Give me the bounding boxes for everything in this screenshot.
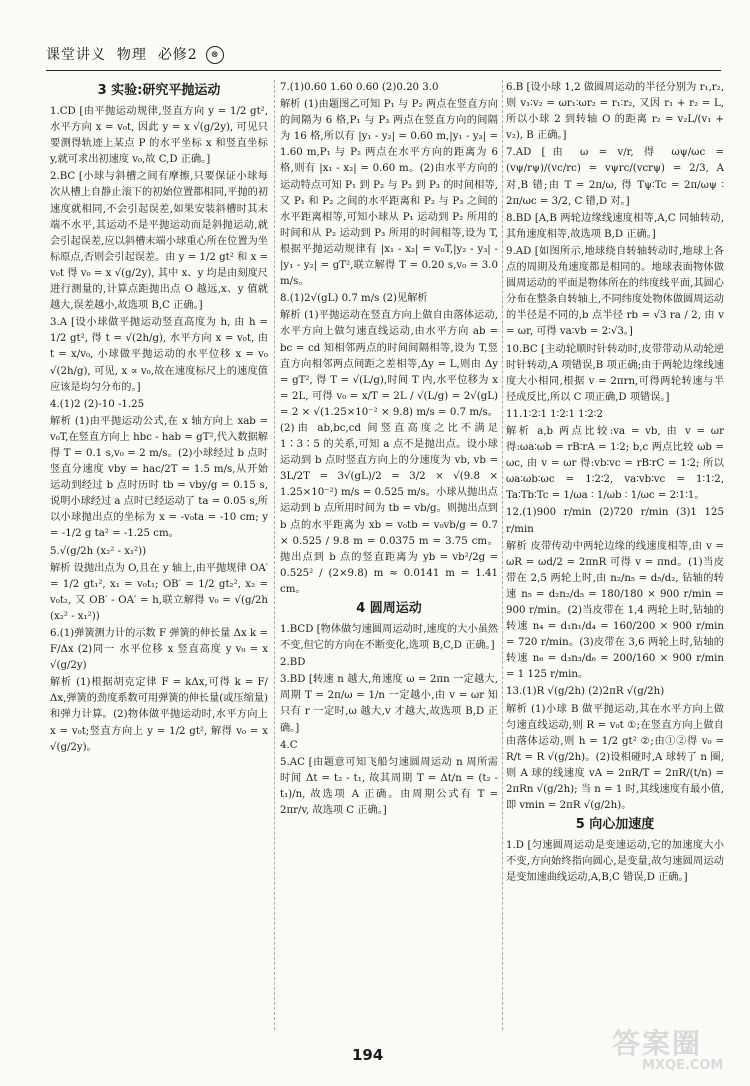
answer-item: 解析 (1)小球 B 做平抛运动,其在水平方向上做匀速直线运动,则 R = v₀t ①;在竖直方向上做自由落体运动,则 h = 1/2 gt² ②;由①②得 v₀ = R/t = R √(g/2h)。(2)设相碰时,A 球转了 n 圈,则 A 球的线速度 vA = 2πR/T = 2πR/(t/n) = 2πRn √(g/2h); 当 n = 1 时,其线速度有最小值,即 vmin = 2πR √(g/2h)。	[506, 703, 724, 812]
answer-item: 6.(1)弹簧测力计的示数 F 弹簧的伸长量 Δx k = F/Δx (2)同一 水平位移 x 竖直高度 y v₀ = x √(g/2y)	[50, 628, 268, 672]
answer-item: 解析 设抛出点为 O,且在 y 轴上,由平抛规律 OA′ = 1/2 gt₁², x₁ = v₀t₁; OB′ = 1/2 gt₂², x₂ = v₀t₂, 又 OB′ - OA′ = h,联立解得 v₀ = √(g/2h (x₂² - x₁²))	[50, 562, 268, 622]
answer-item: 3.BD [转速 n 越大,角速度 ω = 2πn 一定越大,周期 T = 2π/ω = 1/n 一定越小,由 v = ωr 知只有 r 一定时,ω 越大,v 才越大,故选项 B,D 正确。]	[280, 674, 498, 734]
answer-item: 1.BCD [物体做匀速圆周运动时,速度的大小虽然不变,但它的方向在不断变化,选项 B,C,D 正确。]	[280, 624, 498, 652]
answer-item: 3.A [设小球做平抛运动竖直高度为 h, 由 h = 1/2 gt², 得 t = √(2h/g), 水平方向 x = v₀t, 由 t = x/v₀, 小球做平抛运动的水平位移 x = v₀ √(2h/g), 可见, x ∝ v₀,故在速度标尺上的速度值应该是均匀分布的。]	[50, 317, 268, 393]
answer-item: 9.AD [如图所示,地球绕自转轴转动时,地球上各点的周期及角速度都是相同的。地球表面物体做圆周运动的平面是物体所在的纬度线平面,其圆心分布在整条自转轴上,不同纬度处物体做圆周运动的半径是不同的,b 点半径 rb = √3 ra / 2, 由 v = ωr, 可得 va∶vb = 2∶√3。]	[506, 245, 724, 338]
watermark-text: 答案圈	[612, 1027, 703, 1060]
answer-item: 2.BD	[280, 657, 306, 669]
volume-label: 必修2	[157, 47, 198, 63]
answer-item: 解析 (1)根据胡克定律 F = kΔx,可得 k = F/Δx,弹簧的劲度系数可用弹簧的伸长量(或压缩量)和弹力计算。(2)物体做平抛运动时,水平方向上 x = v₀t;竖直方向上 y = 1/2 gt², 解得 v₀ = x √(g/2y)。	[50, 677, 268, 753]
section-heading: 4 圆周运动	[356, 601, 422, 616]
answer-item: 解析 (1)由题图乙可知 P₁ 与 P₂ 两点在竖直方向的间隔为 6 格,P₁ 与 P₃ 两点在竖直方向的间隔为 16 格,所以有 |y₁ - y₂| = 0.60 m,|y₁ - y₃| = 1.60 m,P₁ 与 P₂ 两点在水平方向的距离为 6 格,则有 |x₁ - x₂| = 0.60 m。(2)由水平方向的运动特点可知 P₁ 到 P₂ 与 P₂ 到 P₃ 的时间相等,又 P₁ 和 P₂ 之间的水平距离和 P₂ 与 P₃ 之间的水平距离相等,可知小球从 P₁ 运动到 P₂ 所用的时间和从 P₂ 运动到 P₃ 所用的时间相等,设为 T,根据平抛运动规律有 |x₁ - x₂| = v₀T,|y₂ - y₃| - |y₁ - y₂| = gT²,联立解得 T = 0.20 s,v₀ = 3.0 m/s。	[280, 99, 498, 288]
answer-item: 4.C	[280, 739, 298, 751]
answer-item: 13.(1)R √(g/2h) (2)2πR √(g/2h)	[506, 686, 665, 698]
answer-item: 6.B [设小球 1,2 做圆周运动的半径分别为 r₁,r₂,则 v₁∶v₂ = ωr₁∶ωr₂ = r₁∶r₂, 又因 r₁ + r₂ = L,所以小球 2 到转轴 O 的距离 r₂ = v₂L/(v₁ + v₂), B 正确。]	[506, 82, 724, 142]
answer-item: 10.BC [主动轮顺时针转动时,皮带带动从动轮逆时针转动,A 项错误,B 项正确;由于两轮边缘线速度大小相同,根据 v = 2πrn,可得两轮转速与半径成反比,所以 C 项正确,D 项错误。]	[506, 343, 724, 403]
column-divider	[502, 80, 503, 1030]
column-middle	[280, 80, 498, 1035]
column-divider	[274, 80, 275, 1030]
watermark-url: MXQE.COM	[642, 1058, 724, 1073]
answer-item: 5.AC [由题意可知飞船匀速圆周运动 n 周所需时间 Δt = t₂ - t₁, 故其周期 T = Δt/n = (t₂ - t₁)/n, 故选项 A 正确。由周期公式有 T = 2πr/v, 故选项 C 正确。]	[280, 756, 498, 817]
answer-item: 2.BC [小球与斜槽之间有摩擦,只要保证小球每次从槽上自静止滚下的初始位置都相同,平抛的初速度就相同,不会引起误差,如果安装斜槽时其末端不水平,其运动不是平抛运动而是斜抛运动,就会引起误差,应以斜槽末端小球重心所在位置为坐标原点,否则会引起误差。由 y = 1/2 gt² 和 x = v₀t 得 v₀ = x √(g/2y), 其中 x、y 均是由刻度尺进行测量的,计算点距抛出点 O 越远,x、y 值就越大,误差越小,故选项 B,C 正确。]	[50, 171, 268, 312]
page-header	[46, 44, 706, 68]
section-heading: 5 向心加速度	[575, 817, 655, 833]
answer-item: 解析 (1)平抛运动在竖直方向上做自由落体运动,水平方向上做匀速直线运动,由水平方向 ab = bc = cd 知相邻两点的时间间隔相等,设为 T,竖直方向相邻两点间距之差相等,Δy = L,则由 Δy = gT², 得 T = √(L/g),时间 T 内,水平位移为 x = 2L, 可得 v₀ = x/T = 2L / √(L/g) = 2√(gL) = 2 × √(1.25×10⁻² × 9.8) m/s = 0.7 m/s。(2)由 ab,bc,cd 间竖直高度之比不满足 1∶3∶5 的关系,可知 a 点不是抛出点。设小球运动到 b 点时竖直方向上的分速度为 vb, vb = 3L/2T = 3√(gL)/2 = 3/2 × √(9.8 × 1.25×10⁻²) m/s = 0.525 m/s。小球从抛出点运动到 b 点所用时间为 tb = vb/g。则抛出点到 b 点的水平距离为 xb = v₀tb = v₀vb/g = 0.7 × 0.525 / 9.8 m = 0.0375 m = 3.75 cm。抛出点到 b 点的竖直距离为 yb = vb²/2g = 0.525² / (2×9.8) m ≈ 0.0141 m = 1.41 cm。	[280, 310, 498, 595]
answer-item: 4.(1)2 (2)-10 -1.25	[50, 398, 145, 410]
page-number: 194	[352, 1046, 384, 1064]
answer-item: 8.(1)2√(gL) 0.7 m/s (2)见解析	[280, 293, 428, 305]
book-title: 课堂讲义	[46, 47, 106, 63]
watermark	[612, 1022, 732, 1082]
answer-item: 解析 a,b 两点比较:va = vb, 由 v = ωr 得:ωa∶ωb = rB∶rA = 1∶2; b,c 两点比较 ωb = ωc, 由 v = ωr 得:vb∶vc = rB∶rC = 1∶2; 所以 ωa∶ωb∶ωc = 1∶2∶2, va∶vb∶vc = 1∶1∶2, Ta∶Tb∶Tc = 1/ωa ∶ 1/ωb ∶ 1/ωc = 2∶1∶1。	[506, 425, 724, 502]
answer-item: 1.CD [由平抛运动规律,竖直方向 y = 1/2 gt², 水平方向 x = v₀t, 因此 y = x √(g/2y), 可见只要测得轨迹上某点 P 的水平坐标 x 和竖直坐标 y,就可求出初速度 v₀,故 C,D 正确。]	[50, 106, 268, 166]
column-left	[50, 80, 268, 1035]
answer-item: 11.1∶2∶1 1∶2∶1 1∶2∶2	[506, 408, 603, 420]
badge-icon: ⊗	[206, 46, 224, 64]
answer-item: 7.(1)0.60 1.60 0.60 (2)0.20 3.0	[280, 82, 439, 93]
answer-item: 12.(1)900 r/min (2)720 r/min (3)1 125 r/min	[506, 507, 724, 535]
answer-item: 1.D [匀速圆周运动是变速运动,它的加速度大小不变,方向始终指向圆心,是变量,故匀速圆周运动是变加速曲线运动,A,B,C 错误,D 正确。]	[506, 840, 724, 884]
column-right	[506, 80, 724, 1035]
subject-label: 物理	[116, 47, 147, 63]
answer-item: 7.AD [由 ω = v/r, 得 ωψ/ωc = (vψ/rψ)/(vc/rc) = vψrc/(vcrψ) = 2/3, A 对,B 错;由 T = 2π/ω, 得 Tψ∶Tc = 2π/ωψ ∶ 2π/ωc = 3/2, C 错,D 对。]	[506, 147, 724, 207]
answer-item: 5.√(g/2h (x₂² - x₁²))	[50, 545, 147, 557]
answer-item: 解析 (1)由平抛运动公式,在 x 轴方向上 xab = v₀T,在竖直方向上 hbc - hab = gT²,代入数据解得 T = 0.1 s,v₀ = 2 m/s。(2)小球经过 b 点时竖直分速度 vby = hac/2T = 1.5 m/s,从开始运动到经过 b 点时历时 tb = vby/g = 0.15 s,说明小球经过 a 点时已经运动了 ta = 0.05 s,所以小球抛出点的坐标为 x = -v₀ta = -10 cm; y = -1/2 g ta² = -1.25 cm。	[50, 415, 268, 540]
section-heading: 3 实验:研究平抛运动	[97, 83, 221, 98]
header-rule	[46, 70, 721, 71]
answer-item: 8.BD [A,B 两轮边缘线速度相等,A,C 同轴转动,其角速度相等,故选项 B,D 正确。]	[506, 212, 724, 240]
answer-item: 解析 皮带传动中两轮边缘的线速度相等,由 v = ωR = ωd/2 = 2πnR 可得 v = πnd。(1)当皮带在 2,5 两轮上时,由 n₂/n₅ = d₅/d₂, 钻轴的转速 n₅ = d₂n₂/d₅ = 180/180 × 900 r/min = 900 r/min。(2)当皮带在 1,4 两轮上时,钻轴的转速 n₄ = d₁n₁/d₄ = 160/200 × 900 r/min = 720 r/min。(3)皮带在 3,6 两轮上时,钻轴的转速 n₆ = d₃n₃/d₆ = 200/160 × 900 r/min = 1 125 r/min。	[506, 540, 724, 681]
